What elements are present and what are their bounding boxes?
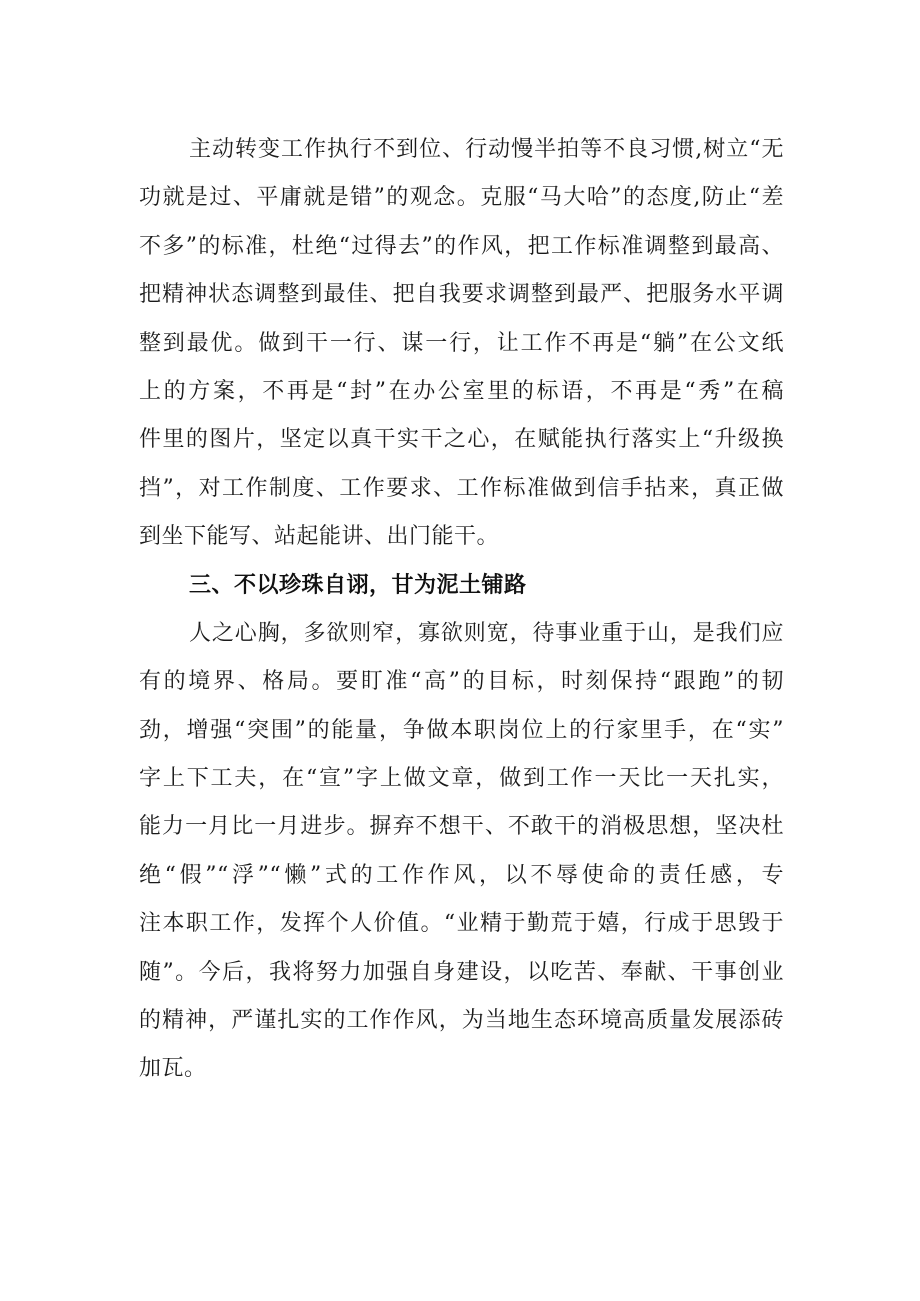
- text-line: 件里的图片，坚定以真干实干之心，在赋能执行落实上“升级换: [139, 427, 784, 453]
- text-line: 绝“假”“浮”“懒”式的工作作风，以不辱使命的责任感，专: [139, 862, 784, 888]
- paragraph-work-habits: [139, 126, 784, 562]
- text-line: 整到最优。做到干一行、谋一行，让工作不再是“躺”在公文纸: [139, 330, 784, 356]
- text-line: 能力一月比一月进步。摒弃不想干、不敢干的消极思想，坚决杜: [139, 814, 784, 840]
- text-line: 人之心胸，多欲则窄，寡欲则宽，待事业重于山，是我们应: [189, 620, 784, 646]
- document-body: [139, 126, 784, 1094]
- text-line: 不多”的标准，杜绝“过得去”的作风，把工作标准调整到最高、: [139, 233, 784, 259]
- text-line: 字上下工夫，在“宣”字上做文章，做到工作一天比一天扎实，: [139, 766, 784, 792]
- text-line: 到坐下能写、站起能讲、出门能干。: [139, 524, 500, 550]
- text-line: 加瓦。: [139, 1056, 207, 1082]
- text-line: 功就是过、平庸就是错”的观念。克服“马大哈”的态度,防止“差: [139, 185, 784, 211]
- paragraph-mindset: [139, 610, 784, 1094]
- text-line: 有的境界、格局。要盯准“高”的目标，时刻保持“跟跑”的韧: [139, 669, 784, 695]
- text-line: 上的方案，不再是“封”在办公室里的标语，不再是“秀”在稿: [139, 378, 784, 404]
- text-line: 随”。今后，我将努力加强自身建设，以吃苦、奉献、干事创业: [139, 959, 784, 985]
- text-line: 挡”，对工作制度、工作要求、工作标准做到信手拈来，真正做: [139, 475, 784, 501]
- section-heading: 三、不以珍珠自诩，甘为泥土铺路: [189, 572, 527, 598]
- text-line: 劲，增强“突围”的能量，争做本职岗位上的行家里手，在“实”: [139, 717, 784, 743]
- text-line: 注本职工作，发挥个人价值。“业精于勤荒于嬉，行成于思毁于: [139, 911, 784, 937]
- text-line: 把精神状态调整到最佳、把自我要求调整到最严、把服务水平调: [139, 282, 784, 308]
- text-line: 主动转变工作执行不到位、行动慢半拍等不良习惯,树立“无: [189, 137, 784, 162]
- text-line: 的精神，严谨扎实的工作作风，为当地生态环境高质量发展添砖: [139, 1008, 784, 1034]
